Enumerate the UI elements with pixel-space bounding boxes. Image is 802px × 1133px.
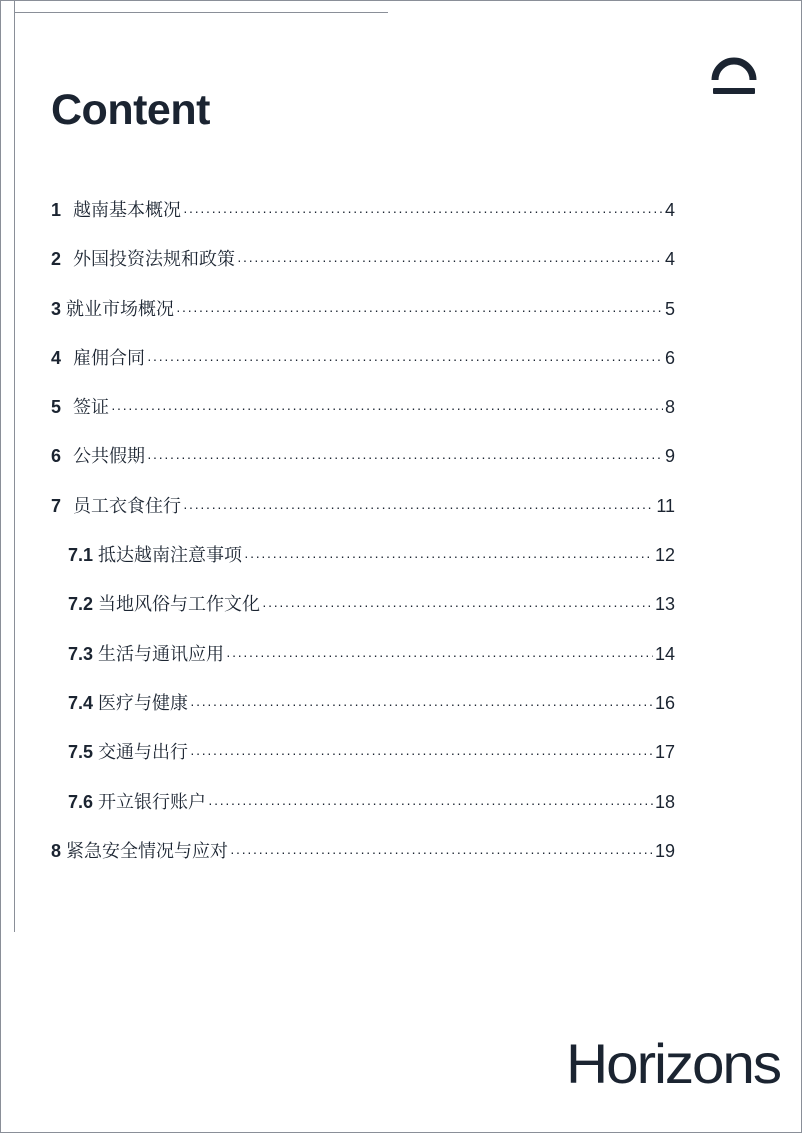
toc-page-number: 17 bbox=[654, 742, 675, 763]
page-title: Content bbox=[51, 86, 210, 134]
toc-leader bbox=[183, 499, 654, 515]
side-rule bbox=[14, 0, 15, 932]
toc-number: 4 bbox=[51, 347, 62, 368]
toc-entry-7-6[interactable] bbox=[51, 788, 675, 837]
toc-entry-8[interactable] bbox=[51, 837, 675, 886]
toc-label: 公共假期 bbox=[73, 446, 146, 467]
toc-label: 紧急安全情况与应对 bbox=[66, 840, 229, 861]
toc-number: 7.6 bbox=[68, 791, 94, 812]
toc-entry-7-2[interactable] bbox=[51, 590, 675, 639]
toc-entry-7-1[interactable] bbox=[51, 541, 675, 590]
toc-page-number: 4 bbox=[664, 249, 675, 270]
toc-leader bbox=[111, 400, 663, 416]
horizons-wordmark bbox=[566, 1034, 782, 1090]
toc-entry-6[interactable] bbox=[51, 442, 675, 491]
toc-entry-7-4[interactable] bbox=[51, 689, 675, 738]
toc-label: 雇佣合同 bbox=[73, 347, 146, 368]
toc-label: 签证 bbox=[73, 397, 110, 418]
toc-label: 生活与通讯应用 bbox=[98, 643, 225, 664]
toc-number: 2 bbox=[51, 249, 62, 270]
toc-leader bbox=[190, 696, 653, 712]
toc-entry-4[interactable] bbox=[51, 344, 675, 393]
toc-label: 员工衣食住行 bbox=[73, 495, 182, 516]
toc-number: 8 bbox=[51, 840, 62, 861]
toc-label: 当地风俗与工作文化 bbox=[98, 594, 261, 615]
toc-leader bbox=[147, 351, 663, 367]
toc-leader bbox=[262, 597, 653, 613]
toc-number: 1 bbox=[51, 200, 62, 220]
toc-label: 就业市场概况 bbox=[66, 298, 175, 319]
toc-number: 7.5 bbox=[68, 742, 94, 763]
toc-leader bbox=[244, 548, 653, 564]
toc-page-number: 14 bbox=[654, 643, 675, 664]
toc-entry-7[interactable] bbox=[51, 492, 675, 541]
toc-number: 5 bbox=[51, 397, 62, 418]
toc-label: 开立银行账户 bbox=[98, 791, 207, 812]
toc-number: 7.3 bbox=[68, 643, 94, 664]
toc-label: 抵达越南注意事项 bbox=[98, 545, 243, 566]
table-of-contents bbox=[51, 196, 675, 886]
toc-entry-2[interactable] bbox=[51, 245, 675, 294]
toc-entry-3[interactable] bbox=[51, 295, 675, 344]
brand-wordmark-text: Horizons bbox=[566, 1034, 780, 1090]
toc-page-number: 12 bbox=[654, 545, 675, 566]
toc-number: 7.1 bbox=[68, 545, 94, 566]
toc-entry-7-3[interactable] bbox=[51, 640, 675, 689]
toc-label: 越南基本概况 bbox=[73, 200, 182, 220]
toc-leader bbox=[208, 795, 653, 811]
toc-leader bbox=[226, 647, 653, 663]
toc-page-number: 4 bbox=[664, 200, 675, 220]
toc-leader bbox=[147, 449, 663, 465]
toc-page-number: 19 bbox=[654, 840, 675, 861]
toc-page-number: 5 bbox=[664, 298, 675, 319]
toc-page-number: 11 bbox=[656, 495, 675, 516]
toc-page-number: 6 bbox=[664, 347, 675, 368]
toc-number: 7.2 bbox=[68, 594, 94, 615]
toc-number: 7 bbox=[51, 495, 62, 516]
horizons-mark-icon bbox=[706, 42, 762, 98]
toc-page-number: 18 bbox=[654, 791, 675, 812]
toc-page-number: 13 bbox=[654, 594, 675, 615]
toc-label: 交通与出行 bbox=[98, 742, 189, 763]
toc-number: 6 bbox=[51, 446, 62, 467]
toc-page-number: 16 bbox=[654, 692, 675, 713]
toc-leader bbox=[230, 844, 653, 860]
toc-page-number: 8 bbox=[664, 397, 675, 418]
toc-leader bbox=[190, 745, 653, 761]
toc-number: 7.4 bbox=[68, 692, 94, 713]
toc-leader bbox=[237, 252, 663, 268]
top-rule bbox=[14, 12, 388, 13]
toc-entry-5[interactable] bbox=[51, 393, 675, 442]
toc-leader bbox=[176, 302, 663, 318]
toc-label: 医疗与健康 bbox=[98, 692, 189, 713]
toc-label: 外国投资法规和政策 bbox=[73, 249, 236, 270]
toc-leader bbox=[183, 203, 663, 219]
toc-entry-1[interactable] bbox=[51, 196, 675, 245]
toc-entry-7-5[interactable] bbox=[51, 738, 675, 787]
toc-number: 3 bbox=[51, 298, 62, 319]
toc-page-number: 9 bbox=[664, 446, 675, 467]
